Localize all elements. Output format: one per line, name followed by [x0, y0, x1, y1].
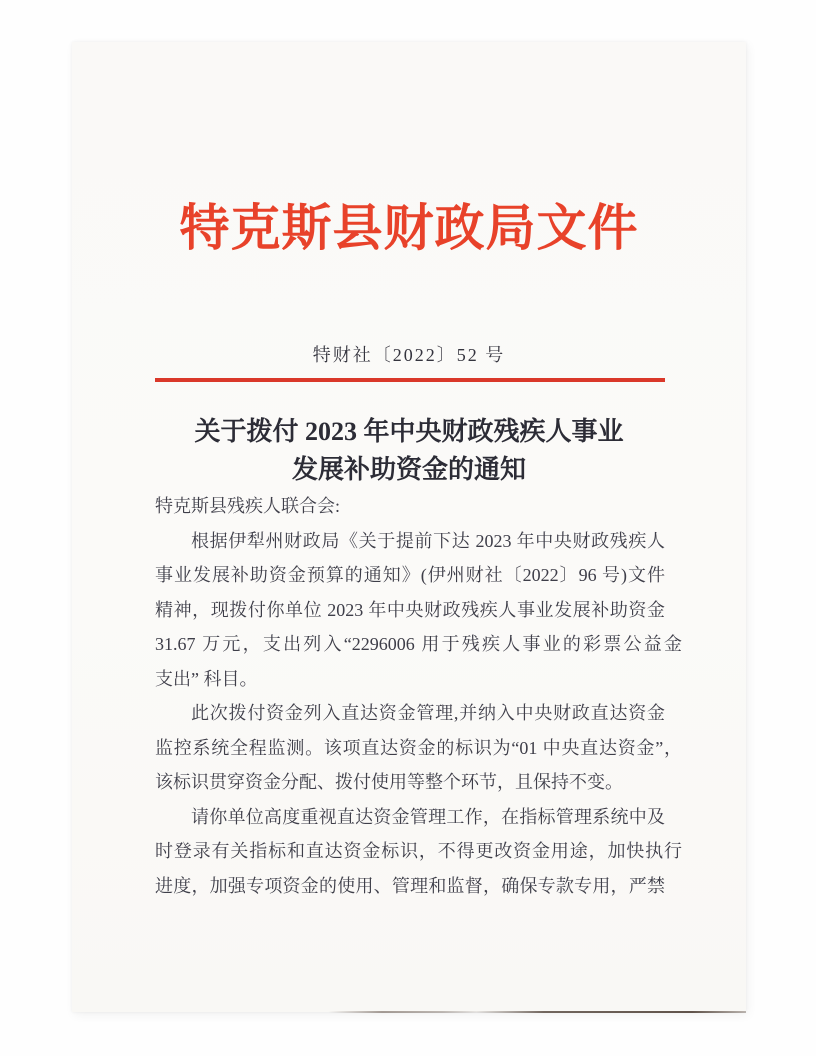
agency-header-title: 特克斯县财政局文件 — [179, 200, 639, 256]
body-line: 请你单位高度重视直达资金管理工作，在指标管理系统中及 — [191, 806, 665, 827]
body-line: 31.67 万元，支出列入“2296006 用于残疾人事业的彩票公益金 — [155, 634, 682, 654]
notice-title — [72, 413, 746, 489]
notice-title-line1: 关于拨付 2023 年中央财政残疾人事业 — [194, 417, 624, 446]
body-text — [155, 489, 682, 903]
red-divider-line — [155, 378, 665, 382]
document-number: 特财社〔2022〕52 号 — [312, 345, 506, 365]
body-line: 时登录有关指标和直达资金标识，不得更改资金用途，加快执行 — [155, 841, 682, 861]
body-line: 精神，现拨付你单位 2023 年中央财政残疾人事业发展补助资金 — [155, 599, 665, 620]
body-line: 根据伊犁州财政局《关于提前下达 2023 年中央财政残疾人 — [191, 530, 665, 551]
body-line: 支出” 科目。 — [155, 668, 258, 689]
body-line: 此次拨付资金列入直达资金管理,并纳入中央财政直达资金 — [191, 703, 665, 723]
body-line: 进度，加强专项资金的使用、管理和监督，确保专款专用，严禁 — [155, 875, 665, 896]
notice-title-line2: 发展补助资金的通知 — [291, 455, 526, 484]
body-line: 事业发展补助资金预算的通知》(伊州财社〔2022〕96 号)文件 — [155, 565, 665, 585]
body-line: 该标识贯穿资金分配、拨付使用等整个环节，且保持不变。 — [155, 772, 623, 792]
body-line-recipient: 特克斯县残疾人联合会: — [155, 496, 340, 516]
body-line: 监控系统全程监测。该项直达资金的标识为“01 中央直达资金”， — [155, 737, 682, 758]
document-page — [72, 42, 746, 1012]
